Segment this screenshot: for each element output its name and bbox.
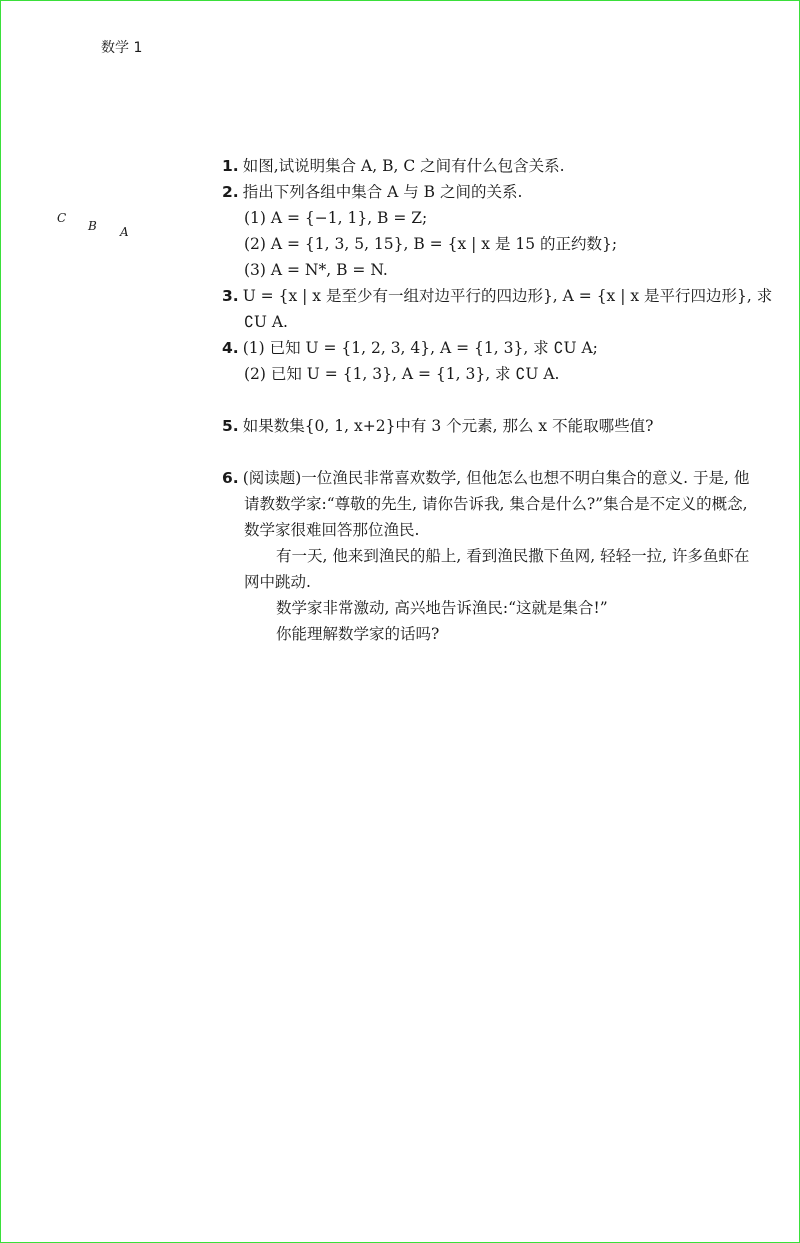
problem-6-line-6: 数学家非常激动, 高兴地告诉渔民:“这就是集合!”	[276, 599, 608, 617]
problem-text: 如果数集{0, 1, x+2}中有 3 个元素, 那么 x 不能取哪些值?	[242, 417, 654, 435]
problem-number: 2.	[222, 183, 239, 201]
problem-6-line-5: 网中跳动.	[244, 573, 311, 591]
problem-number: 3.	[222, 287, 239, 305]
page-header: 数学 1	[101, 40, 143, 56]
problem-text: (阅读题)一位渔民非常喜欢数学, 但他怎么也想不明白集合的意义. 于是, 他	[242, 469, 750, 487]
problem-6	[222, 466, 749, 490]
figure-label-c: C	[57, 211, 67, 225]
problem-text: U = {x | x 是至少有一组对边平行的四边形}, A = {x | x 是平行四边形}, 求	[242, 287, 773, 305]
problem-number: 1.	[222, 157, 239, 175]
problem-6-line-7: 你能理解数学家的话吗?	[276, 625, 440, 643]
problem-2-part-3: (3) A = N*, B = N.	[244, 261, 388, 279]
figure-label-b: B	[88, 219, 97, 233]
problem-3-continuation: ∁U A.	[244, 313, 288, 331]
problem-number: 6.	[222, 469, 239, 487]
problem-6-line-2: 请教数学家:“尊敬的先生, 请你告诉我, 集合是什么?”集合是不定义的概念,	[244, 495, 748, 513]
problem-text: 指出下列各组中集合 A 与 B 之间的关系.	[242, 183, 523, 201]
problem-number: 5.	[222, 417, 239, 435]
problem-4-part-2: (2) 已知 U = {1, 3}, A = {1, 3}, 求 ∁U A.	[244, 365, 560, 383]
problem-4	[222, 336, 598, 360]
problem-text: 如图,试说明集合 A, B, C 之间有什么包含关系.	[242, 157, 565, 175]
problem-2	[222, 180, 522, 204]
problem-6-line-3: 数学家很难回答那位渔民.	[244, 521, 420, 539]
problem-6-line-4: 有一天, 他来到渔民的船上, 看到渔民撒下鱼网, 轻轻一拉, 许多鱼虾在	[276, 547, 750, 565]
problem-5	[222, 414, 653, 438]
problem-text: (1) 已知 U = {1, 2, 3, 4}, A = {1, 3}, 求 ∁U A;	[242, 339, 598, 357]
problem-number: 4.	[222, 339, 239, 357]
problem-2-part-2: (2) A = {1, 3, 5, 15}, B = {x | x 是 15 的正约数};	[244, 235, 618, 253]
problem-2-part-1: (1) A = {−1, 1}, B = Z;	[244, 209, 428, 227]
problem-3	[222, 284, 772, 308]
problem-1	[222, 154, 565, 178]
figure-label-a: A	[120, 225, 129, 239]
